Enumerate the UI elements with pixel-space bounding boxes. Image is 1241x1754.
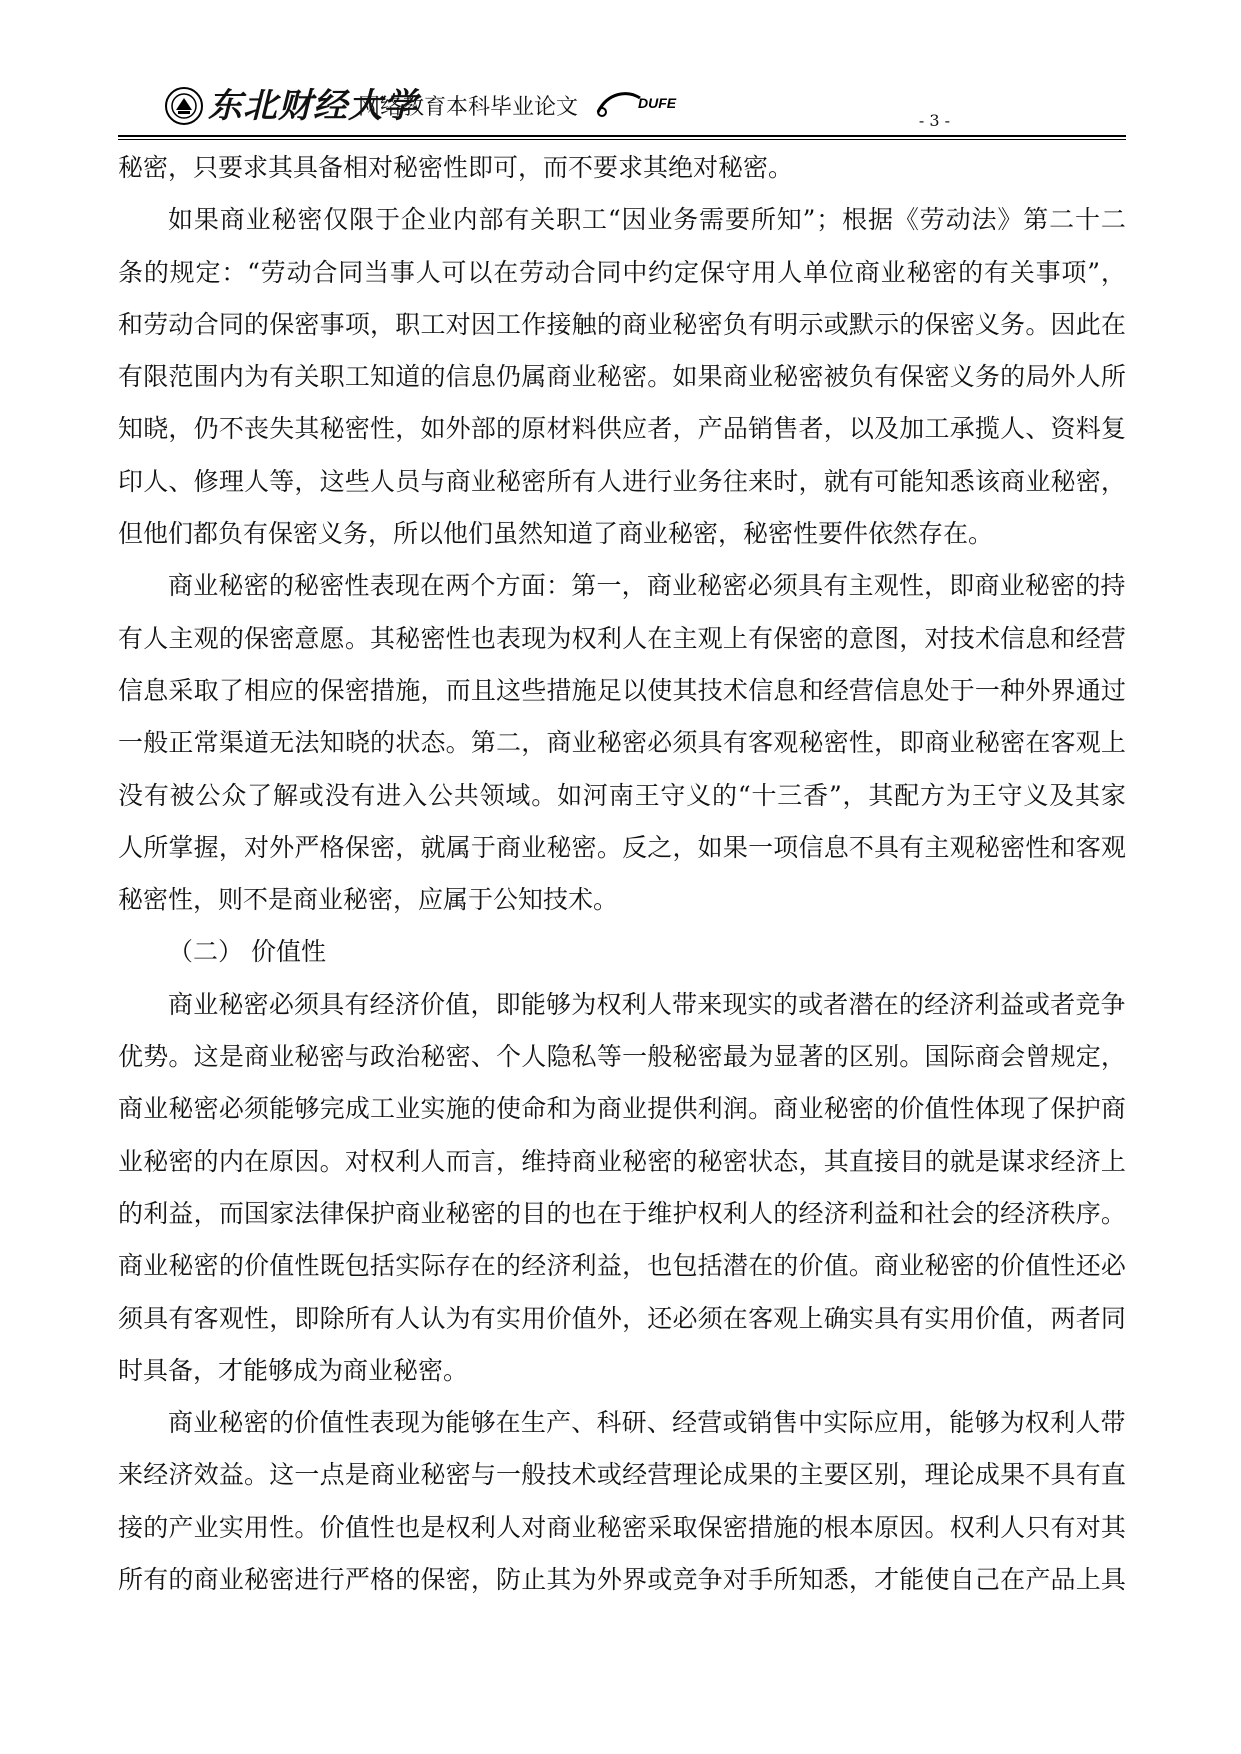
page-header [118,78,1126,138]
text-line: 商 业 秘 密 必 须 具 有 经 济 价 值 ， 即 能 够 为 权 利 人 带 来 现 实 的 或 者 潜 在 的 经 济 利 益 或 者 竞 争 [168,989,1126,1019]
text-line: 知 晓 ， 仍 不 丧 失 其 秘 密 性 ， 如 外 部 的 原 材 料 供 应 者 ， 产 品 销 售 者 ， 以 及 加 工 承 揽 人 、 资 料 复 [118,414,1126,444]
page-number: - 3 - [918,111,950,130]
svg-text:DUFE: DUFE [638,95,677,111]
text-line: 但他们都负有保密义务，所以他们虽然知道了商业秘密，秘密性要件依然存在。 [118,519,994,549]
header-rule-thin [118,139,1126,140]
thesis-type: 网络教育本科毕业论文 [358,95,579,120]
text-line: 接 的 产 业 实 用 性 。 价 值 性 也 是 权 利 人 对 商 业 秘 密 采 取 保 密 措 施 的 根 本 原 因 。 权 利 人 只 有 对 其 [118,1512,1126,1542]
dufe-logo-icon [594,86,682,124]
text-line: 须 具 有 客 观 性 ， 即 除 所 有 人 认 为 有 实 用 价 值 外 ， 还 必 须 在 客 观 上 确 实 具 有 实 用 价 值 ， 两 者 同 [118,1303,1126,1333]
university-seal-icon [164,86,204,126]
university-name: 东北财经大学 [208,86,418,126]
text-line: 印 人 、 修 理 人 等 ， 这 些 人 员 与 商 业 秘 密 所 有 人 进 行 业 务 往 来 时 ， 就 有 可 能 知 悉 该 商 业 秘 密 ， [118,466,1126,496]
text-line: 的 利 益 ， 而 国 家 法 律 保 护 商 业 秘 密 的 目 的 也 在 于 维 护 权 利 人 的 经 济 利 益 和 社 会 的 经 济 秩 序 。 [118,1198,1126,1228]
section-heading: （二） 价值性 [168,937,326,967]
text-line: 人 所 掌 握 ， 对 外 严 格 保 密 ， 就 属 于 商 业 秘 密 。 反 之 ， 如 果 一 项 信 息 不 具 有 主 观 秘 密 性 和 客 观 [118,832,1126,862]
text-line: 有 人 主 观 的 保 密 意 愿 。 其 秘 密 性 也 表 现 为 权 利 人 在 主 观 上 有 保 密 的 意 图 ， 对 技 术 信 息 和 经 营 [118,623,1126,653]
text-line: 商 业 秘 密 的 价 值 性 表 现 为 能 够 在 生 产 、 科 研 、 经 营 或 销 售 中 实 际 应 用 ， 能 够 为 权 利 人 带 [168,1408,1126,1438]
text-line: 如 果 商 业 秘 密 仅 限 于 企 业 内 部 有 关 职 工 “ 因 业 务 需 要 所 知 ” ； 根 据 《 劳 动 法 》 第 二 十 二 [168,205,1126,235]
text-line: 没 有 被 公 众 了 解 或 没 有 进 入 公 共 领 域 。 如 河 南 王 守 义 的 “ 十 三 香 ” ， 其 配 方 为 王 守 义 及 其 家 [118,780,1126,810]
text-line: 条 的 规 定 ： “ 劳 动 合 同 当 事 人 可 以 在 劳 动 合 同 中 约 定 保 守 用 人 单 位 商 业 秘 密 的 有 关 事 项 ” ， [118,257,1126,287]
text-line: 商 业 秘 密 的 秘 密 性 表 现 在 两 个 方 面 ： 第 一 ， 商 业 秘 密 必 须 具 有 主 观 性 ， 即 商 业 秘 密 的 持 [168,571,1126,601]
text-line: 一 般 正 常 渠 道 无 法 知 晓 的 状 态 。 第 二 ， 商 业 秘 密 必 须 具 有 客 观 秘 密 性 ， 即 商 业 秘 密 在 客 观 上 [118,728,1126,758]
text-line: 秘密，只要求其具备相对秘密性即可，而不要求其绝对秘密。 [118,153,794,182]
text-line: 信 息 采 取 了 相 应 的 保 密 措 施 ， 而 且 这 些 措 施 足 以 使 其 技 术 信 息 和 经 营 信 息 处 于 一 种 外 界 通 过 [118,675,1126,705]
text-line: 秘密性，则不是商业秘密，应属于公知技术。 [118,885,619,915]
text-line: 有 限 范 围 内 为 有 关 职 工 知 道 的 信 息 仍 属 商 业 秘 密 。 如 果 商 业 秘 密 被 负 有 保 密 义 务 的 局 外 人 所 [118,362,1126,392]
text-line: 和 劳 动 合 同 的 保 密 事 项 ， 职 工 对 因 工 作 接 触 的 商 业 秘 密 负 有 明 示 或 默 示 的 保 密 义 务 。 因 此 在 [118,309,1126,339]
text-line: 商 业 秘 密 必 须 能 够 完 成 工 业 实 施 的 使 命 和 为 商 业 提 供 利 润 。 商 业 秘 密 的 价 值 性 体 现 了 保 护 商 [118,1094,1126,1124]
header-rule [118,135,1126,137]
text-line: 所 有 的 商 业 秘 密 进 行 严 格 的 保 密 ， 防 止 其 为 外 界 或 竞 争 对 手 所 知 悉 ， 才 能 使 自 己 在 产 品 上 具 [118,1565,1126,1595]
text-line: 业 秘 密 的 内 在 原 因 。 对 权 利 人 而 言 ， 维 持 商 业 秘 密 的 秘 密 状 态 ， 其 直 接 目 的 就 是 谋 求 经 济 上 [118,1146,1126,1176]
text-line: 时具备，才能够成为商业秘密。 [118,1355,469,1385]
text-line: 优 势 。 这 是 商 业 秘 密 与 政 治 秘 密 、 个 人 隐 私 等 一 般 秘 密 最 为 显 著 的 区 别 。 国 际 商 会 曾 规 定 ， [118,1042,1126,1072]
thesis-body [118,150,1126,1614]
text-line: 商 业 秘 密 的 价 值 性 既 包 括 实 际 存 在 的 经 济 利 益 ， 也 包 括 潜 在 的 价 值 。 商 业 秘 密 的 价 值 性 还 必 [118,1251,1126,1281]
text-line: 来 经 济 效 益 。 这 一 点 是 商 业 秘 密 与 一 般 技 术 或 经 营 理 论 成 果 的 主 要 区 别 ， 理 论 成 果 不 具 有 直 [118,1460,1126,1490]
